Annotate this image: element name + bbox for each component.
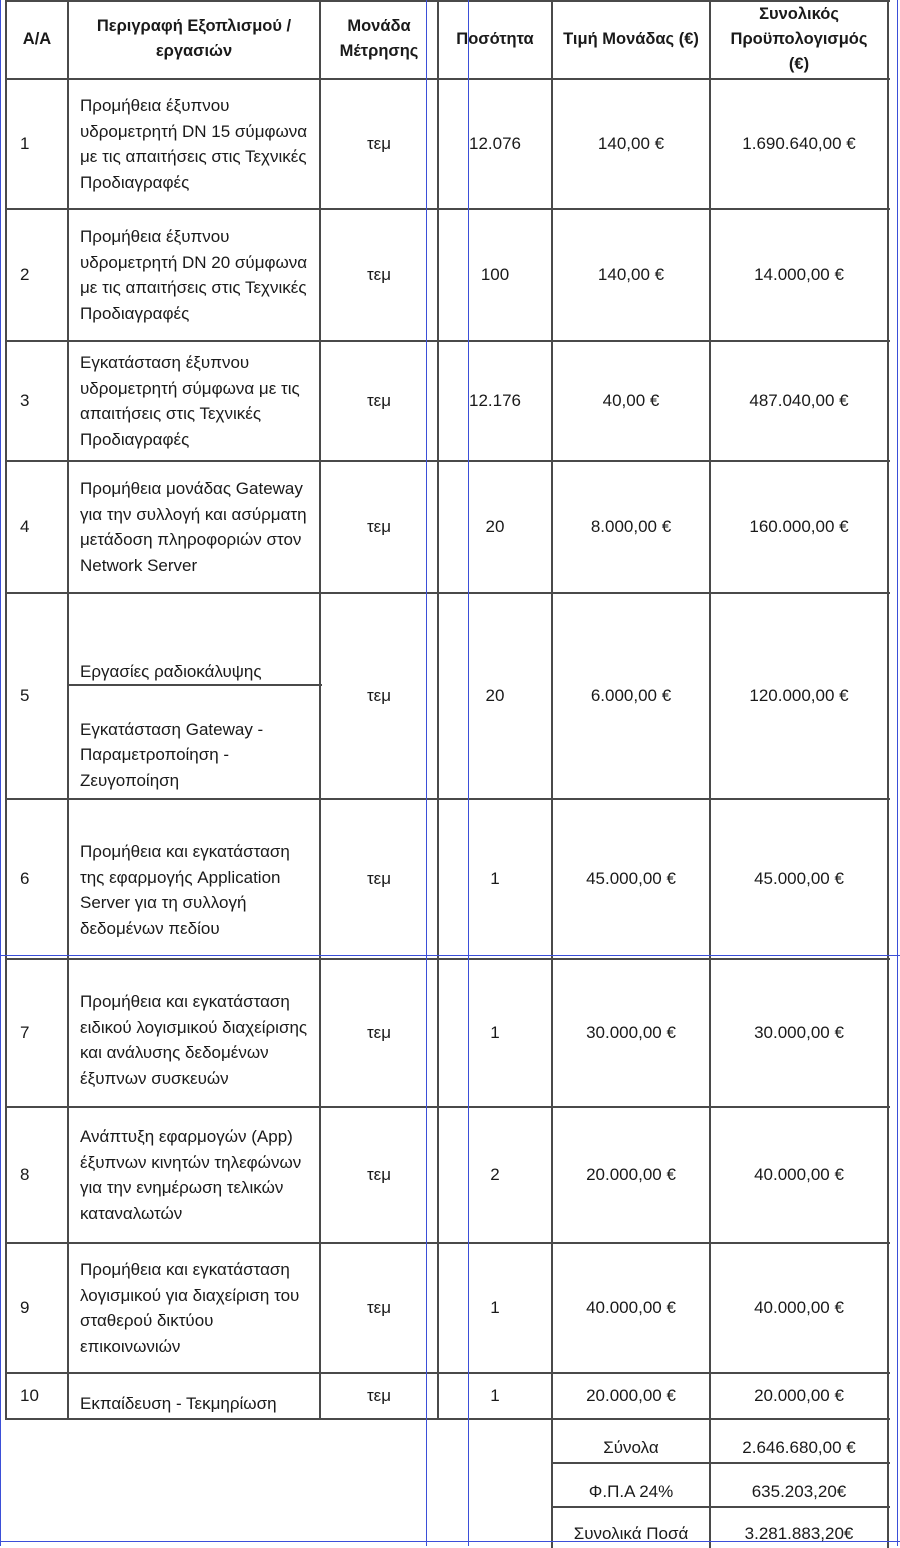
row-2-quantity: 100 (480, 265, 510, 285)
row-5-unit-price: 6.000,00 € (590, 686, 672, 706)
margin-guide-right (897, 0, 898, 1546)
row-9-unit-price: 40.000,00 € (586, 1298, 676, 1318)
header-quantity: Ποσότητα (456, 29, 534, 48)
row-5-description-a: Εργασίες ραδιοκάλυψης (80, 661, 262, 681)
row-1-aa: 1 (20, 134, 30, 154)
row-7-description: Προμήθεια και εγκατάσταση ειδικού λογισμικού διαχείρισης και ανάλυσης δεδομένων έξυπνων συσκευών (80, 992, 308, 1088)
row-2-total: 14.000,00 € (754, 265, 844, 285)
row-10-description: Εκπαίδευση - Τεκμηρίωση (80, 1393, 277, 1413)
row-5-description-b: Εγκατάσταση Gateway - Παραμετροποίηση - Ζευγοποίηση (80, 719, 264, 790)
totals-label-grand: Συνολικά Ποσά (573, 1523, 689, 1543)
row-5-quantity: 20 (485, 686, 505, 706)
row-4-quantity: 20 (485, 517, 505, 537)
header-aa: Α/Α (22, 29, 52, 48)
row-4-aa: 4 (20, 517, 30, 537)
row-6-unit-price: 45.000,00 € (586, 869, 676, 889)
row-1-quantity: 12.076 (469, 134, 521, 154)
row-8-description: Ανάπτυξη εφαρμογών (App) έξυπνων κινητών τηλεφώνων για την ενημέρωση τελικών καταναλωτών (80, 1127, 302, 1223)
row-7-quantity: 1 (490, 1023, 500, 1043)
row-3-total: 487.040,00 € (749, 391, 849, 411)
row-7-unit-price: 30.000,00 € (586, 1023, 676, 1043)
row-10-aa: 10 (20, 1386, 39, 1406)
row-5-aa: 5 (20, 686, 30, 706)
row-3-unit-price: 40,00 € (602, 391, 660, 411)
row-2-unit-price: 140,00 € (597, 265, 665, 285)
header-description: Περιγραφή Εξοπλισμού / εργασιών (96, 17, 292, 60)
row-9-unit: τεμ (366, 1298, 392, 1318)
totals-label-sum: Σύνολα (603, 1437, 659, 1457)
row-9-description: Προμήθεια και εγκατάσταση λογισμικού για διαχείριση του σταθερού δικτύου επικοινωνιών (80, 1260, 300, 1356)
row-6-description: Προμήθεια και εγκατάσταση της εφαρμογής Application Server για τη συλλογή δεδομένων πεδίου (80, 842, 290, 938)
row-8-aa: 8 (20, 1165, 30, 1185)
totals-value-vat: 635.203,20€ (751, 1481, 847, 1501)
row-6-unit: τεμ (366, 869, 392, 889)
row-7-aa: 7 (20, 1023, 30, 1043)
row-6-quantity: 1 (490, 869, 500, 889)
row-5-unit: τεμ (366, 686, 392, 706)
row-8-unit-price: 20.000,00 € (586, 1165, 676, 1185)
margin-guide-left (0, 0, 1, 1546)
row-4-unit: τεμ (366, 517, 392, 537)
row-2-aa: 2 (20, 265, 30, 285)
row-10-unit-price: 20.000,00 € (586, 1386, 676, 1406)
row-1-description: Προμήθεια έξυπνου υδρομετρητή DN 15 σύμφωνα με τις απαιτήσεις στις Τεχνικές Προδιαγραφές (80, 96, 308, 192)
header-unit-price: Τιμή Μονάδας (€) (563, 29, 699, 48)
row-6-total: 45.000,00 € (754, 869, 844, 889)
row-4-total: 160.000,00 € (749, 517, 849, 537)
row-10-unit: τεμ (366, 1386, 392, 1406)
row-9-quantity: 1 (490, 1298, 500, 1318)
row-7-total: 30.000,00 € (754, 1023, 844, 1043)
row-3-quantity: 12.176 (469, 391, 521, 411)
row-8-unit: τεμ (366, 1165, 392, 1185)
row-10-quantity: 1 (490, 1386, 500, 1406)
totals-value-grand: 3.281.883,20€ (744, 1523, 854, 1543)
row-8-quantity: 2 (490, 1165, 500, 1185)
row-8-total: 40.000,00 € (754, 1165, 844, 1185)
row-2-unit: τεμ (366, 265, 392, 285)
row-3-description: Εγκατάσταση έξυπνου υδρομετρητή σύμφωνα με τις απαιτήσεις στις Τεχνικές Προδιαγραφές (80, 353, 300, 449)
row-2-description: Προμήθεια έξυπνου υδρομετρητή DN 20 σύμφωνα με τις απαιτήσεις στις Τεχνικές Προδιαγραφές (80, 227, 308, 323)
row-4-description: Προμήθεια μονάδας Gateway για την συλλογή και ασύρματη μετάδοση πληροφοριών στον Network Server (80, 479, 307, 575)
totals-value-sum: 2.646.680,00 € (742, 1437, 856, 1457)
header-total: Συνολικός Προϋπολογισμός (€) (730, 4, 868, 73)
row-7-unit: τεμ (366, 1023, 392, 1043)
header-unit: Μονάδα Μέτρησης (339, 17, 419, 60)
row-1-unit-price: 140,00 € (597, 134, 665, 154)
row-6-aa: 6 (20, 869, 30, 889)
totals-label-vat: Φ.Π.Α 24% (588, 1481, 674, 1501)
row-3-aa: 3 (20, 391, 30, 411)
row-1-unit: τεμ (366, 134, 392, 154)
row-1-total: 1.690.640,00 € (742, 134, 856, 154)
row-3-unit: τεμ (366, 391, 392, 411)
row-4-unit-price: 8.000,00 € (590, 517, 672, 537)
row-9-aa: 9 (20, 1298, 30, 1318)
row-5-total: 120.000,00 € (749, 686, 849, 706)
row-9-total: 40.000,00 € (754, 1298, 844, 1318)
row-10-total: 20.000,00 € (754, 1386, 844, 1406)
